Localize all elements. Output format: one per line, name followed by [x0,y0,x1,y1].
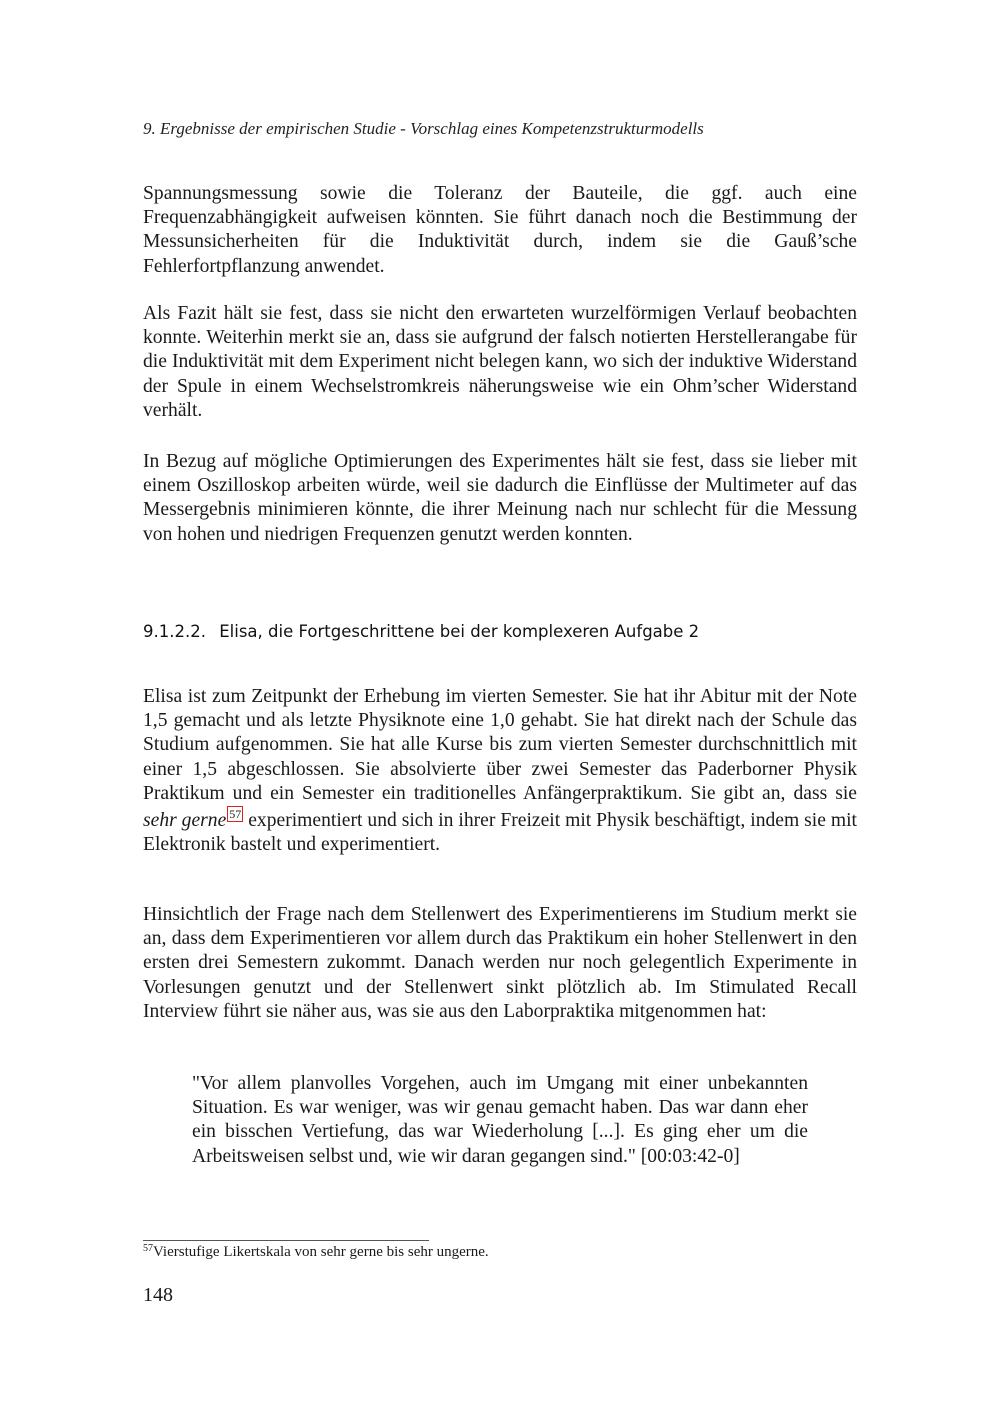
footnote-text: Vierstufige Likertskala von sehr gerne bis sehr ungerne. [153,1244,489,1260]
section-title: Elisa, die Fortgeschrittene bei der komplexeren Aufgabe 2 [219,622,700,641]
paragraph-1: Spannungsmessung sowie die Toleranz der Bauteile, die ggf. auch eine Frequenzabhängigkeit aufweisen könnten. Sie führt danach noch die Bestimmung der Messunsicherheiten für die Induktivität durch, indem sie die Gauß’sche Fehlerfortpflanzung anwendet. [143,183,857,277]
footnote-divider [143,1240,429,1241]
paragraph-3: In Bezug auf mögliche Optimierungen des Experimentes hält sie fest, dass sie lieber mit einem Oszilloskop arbeiten würde, weil sie dadurch die Einflüsse der Multimeter auf das Messergebnis minimieren könnte, die ihrer Meinung nach nur schlecht für die Messung von hohen und niedrigen Frequenzen genutzt werden konnten. [143,451,857,545]
paragraph-2: Als Fazit hält sie fest, dass sie nicht den erwarteten wurzelförmigen Verlauf beobachten konnte. Weiterhin merkt sie an, dass sie aufgrund der falsch notierten Herstellerangabe für die Induktivität mit dem Experiment nicht belegen kann, wo sich der induktive Widerstand der Spule in einem Wechselstromkreis näherungsweise wie ein Ohm’scher Widerstand verhält. [143,303,857,421]
footnote [143,1243,857,1261]
footnote-number: 57 [143,1243,153,1254]
page-number: 148 [143,1284,173,1306]
paragraph-4-text-end: experimentiert und sich in ihrer Freizeit mit Physik beschäftigt, indem sie mit Elektronik bastelt und experimentiert. [143,810,857,856]
running-head: 9. Ergebnisse der empirischen Studie - Vorschlag eines Kompetenzstrukturmodells [143,119,704,138]
interview-quote: "Vor allem planvolles Vorgehen, auch im Umgang mit einer unbekannten Situation. Es war weniger, was wir genau gemacht haben. Das war dann eher ein bisschen Vertiefung, das war Wiederholung [...]. Es ging eher um die Arbeitsweisen selbst und, wie wir daran gegangen sind." [00:03:42-0] [192,1073,808,1167]
section-heading [143,622,857,641]
paragraph-4-emphasis: sehr gerne [143,810,227,832]
footnote-link[interactable]: 57 [229,807,242,822]
paragraph-4-text-start: Elisa ist zum Zeitpunkt der Erhebung im vierten Semester. Sie hat ihr Abitur mit der Note 1,5 gemacht und als letzte Physiknote eine 1,0 gehabt. Sie hat direkt nach der Schule das Studium aufgenommen. Sie hat alle Kurse bis zum vierten Semester durchschnittlich mit einer 1,5 abgeschlossen. Sie absolvierte über zwei Semester das Paderborner Physik Praktikum und ein Semester ein traditionelles Anfängerpraktikum. Sie gibt an, dass sie [143,686,857,804]
paragraph-4 [143,685,857,857]
section-number: 9.1.2.2. [143,622,206,641]
paragraph-5: Hinsichtlich der Frage nach dem Stellenwert des Experimentierens im Studium merkt sie an, dass dem Experimentieren vor allem durch das Praktikum ein hoher Stellenwert in den ersten drei Semestern zukommt. Danach werden nur noch gelegentlich Experimente in Vorlesungen genutzt und der Stellenwert sinkt plötzlich ab. Im Stimulated Recall Interview führt sie näher aus, was sie aus den Laborpraktika mitgenommen hat: [143,904,857,1022]
